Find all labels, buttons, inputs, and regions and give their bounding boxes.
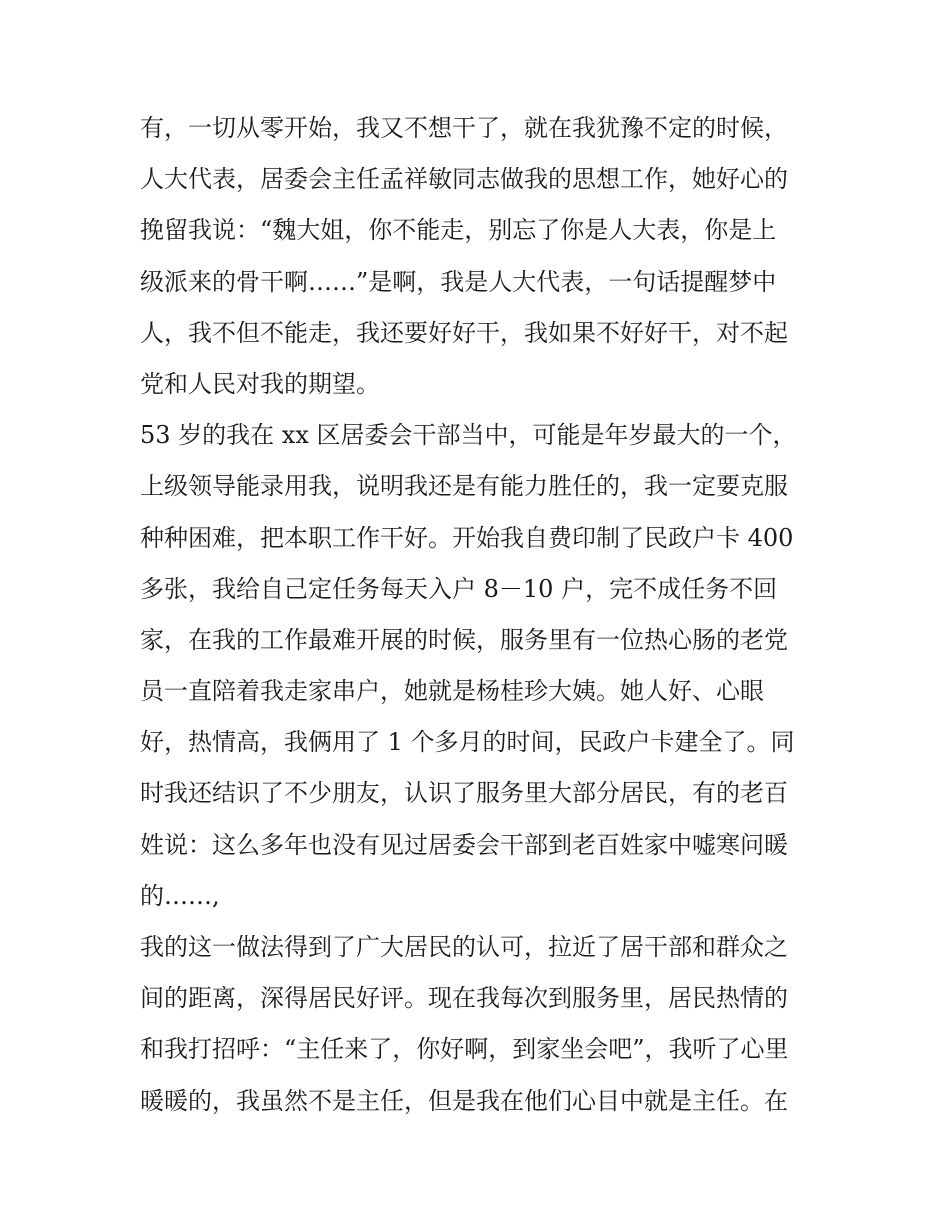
text-line: 人大代表，居委会主任孟祥敏同志做我的思想工作，她好心的 — [140, 165, 788, 194]
text-line: 和我打招呼：“主任来了，你好啊，到家坐会吧”，我听了心里 — [140, 1035, 789, 1064]
text-line: 上级领导能录用我，说明我还是有能力胜任的，我一定要克服 — [140, 472, 788, 501]
text-line: 时我还结识了不少朋友，认识了服务里大部分居民，有的老百 — [140, 779, 788, 808]
text-line: 姓说：这么多年也没有见过居委会干部到老百姓家中嘘寒问暖 — [140, 830, 788, 859]
text-line: 有，一切从零开始，我又不想干了，就在我犹豫不定的时候， — [140, 114, 788, 142]
text-line: 员一直陪着我走家串户，她就是杨桂珍大姨。她人好、心眼 — [140, 677, 764, 706]
text-line: 挽留我说：“魏大姐，你不能走，别忘了你是人大表，你是上 — [140, 216, 777, 245]
text-line: 好，热情高，我俩用了 1 个多月的时间，民政户卡建全了。同 — [140, 728, 795, 757]
body-text — [140, 103, 820, 1127]
text-line: 53 岁的我在 xx 区居委会干部当中，可能是年岁最大的一个， — [140, 421, 797, 450]
text-line: 的……, — [140, 881, 220, 910]
text-line: 间的距离，深得居民好评。现在我每次到服务里，居民热情的 — [140, 984, 788, 1013]
text-line: 家，在我的工作最难开展的时候，服务里有一位热心肠的老党 — [140, 625, 788, 654]
text-line: 我的这一做法得到了广大居民的认可，拉近了居干部和群众之 — [140, 933, 788, 961]
text-line: 级派来的骨干啊……”是啊，我是人大代表，一句话提醒梦中 — [140, 267, 777, 296]
text-line: 多张，我给自己定任务每天入户 8－10 户，完不成任务不回 — [140, 574, 778, 603]
text-line: 人，我不但不能走，我还要好好干，我如果不好好干，对不起 — [140, 318, 788, 347]
text-line: 暖暖的，我虽然不是主任，但是我在他们心目中就是主任。在 — [140, 1086, 788, 1115]
text-line: 党和人民对我的期望。 — [140, 369, 380, 398]
text-line: 种种困难，把本职工作干好。开始我自费印制了民政户卡 400 — [140, 523, 794, 552]
